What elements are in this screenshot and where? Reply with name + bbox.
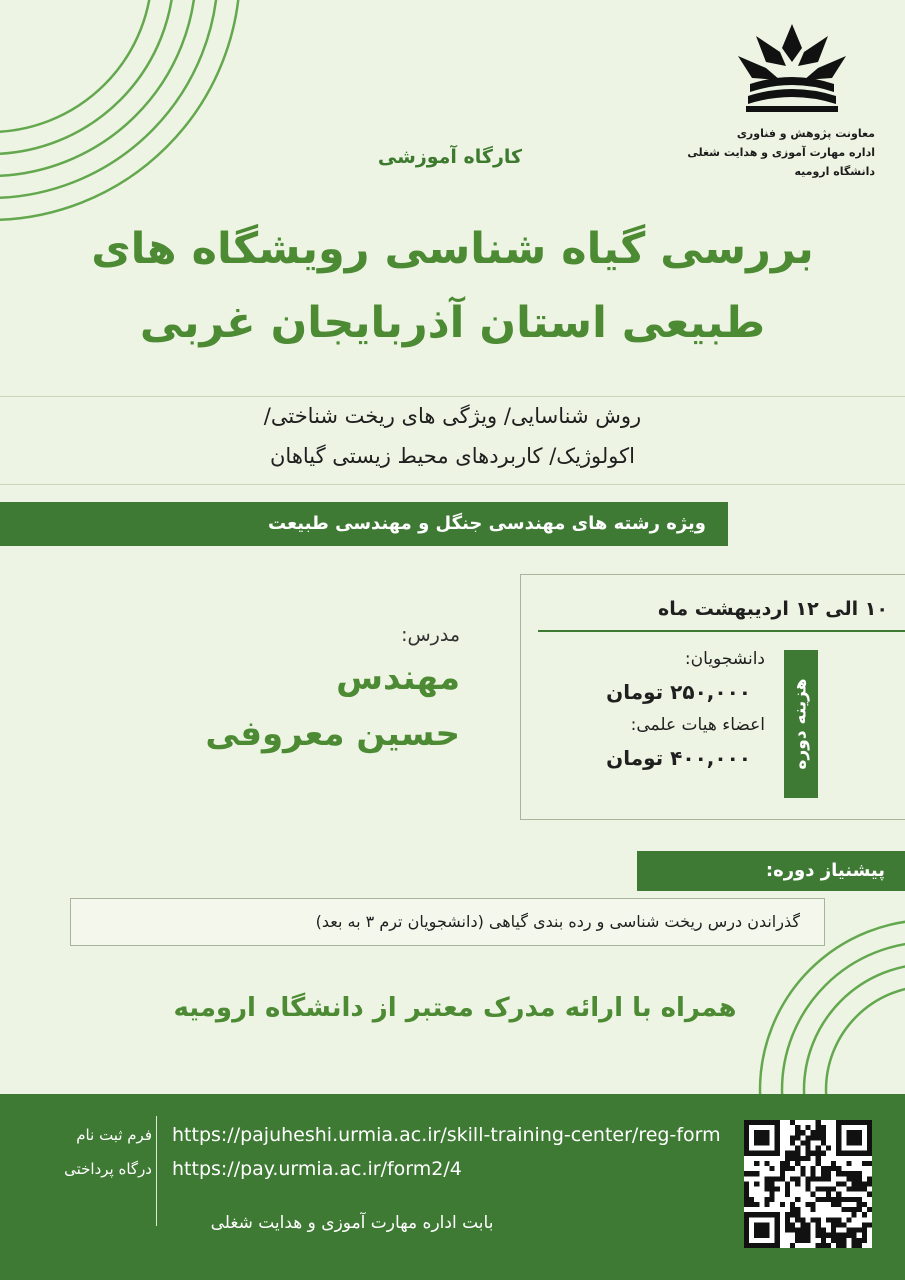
payment-link[interactable]: https://pay.urmia.ac.ir/form2/4 — [172, 1158, 462, 1180]
prerequisite-tag: پیشنیاز دوره: — [637, 851, 905, 891]
registration-form-label: فرم ثبت نام — [76, 1126, 152, 1144]
title-line-1: بررسی گیاه شناسی رویشگاه های — [91, 224, 814, 274]
institution-block — [655, 124, 875, 181]
footer-note: بابت اداره مهارت آموزی و هدایت شغلی — [210, 1213, 494, 1233]
date-underline — [538, 630, 905, 632]
course-fee-tag — [784, 650, 818, 798]
students-fee-label: دانشجویان: — [684, 649, 765, 669]
course-dates: ۱۰ الی ۱۲ اردیبهشت ماه — [658, 598, 888, 620]
footer-divider — [156, 1116, 157, 1226]
institution-line-3: دانشگاه ارومیه — [794, 165, 875, 178]
page-title — [40, 212, 865, 360]
faculty-fee-value: ۴۰۰,۰۰۰ تومان — [606, 746, 751, 770]
faculty-fee-label: اعضاء هیات علمی: — [630, 715, 765, 735]
divider-middle — [0, 484, 905, 485]
qr-code-icon[interactable] — [744, 1120, 872, 1248]
subtitle-line-1: روش شناسایی/ ویژگی های ریخت شناختی/ — [263, 404, 642, 428]
subtitle-line-2: اکولوژیک/ کاربردهای محیط زیستی گیاهان — [270, 444, 635, 468]
topics-subtitle — [60, 396, 845, 476]
instructor-name: حسین معروفی — [205, 714, 460, 754]
audience-band: ویژه رشته های مهندسی جنگل و مهندسی طبیعت — [0, 502, 728, 546]
institution-line-1: معاونت پژوهش و فناوری — [736, 127, 875, 140]
institution-line-2: اداره مهارت آموزی و هدایت شغلی — [687, 146, 875, 159]
workshop-kicker: کارگاه آموزشی — [377, 146, 523, 168]
registration-link[interactable]: https://pajuheshi.urmia.ac.ir/skill-training-center/reg-form — [172, 1124, 721, 1146]
fee-list — [560, 644, 765, 776]
instructor-title: مهندس — [336, 658, 460, 698]
prerequisite-text: گذراندن درس ریخت شناسی و رده بندی گیاهی (دانشجویان ترم ۳ به بعد) — [70, 898, 825, 946]
payment-gateway-label: درگاه پرداختی — [64, 1160, 152, 1178]
instructor-label: مدرس: — [401, 624, 460, 646]
course-fee-tag-label: هزینه دوره — [791, 678, 811, 770]
title-line-2: طبیعی استان آذربایجان غربی — [139, 298, 766, 348]
students-fee-value: ۲۵۰,۰۰۰ تومان — [606, 680, 751, 704]
certificate-note: همراه با ارائه مدرک معتبر از دانشگاه ارومیه — [173, 993, 737, 1023]
instructor-block — [120, 620, 460, 762]
university-logo — [736, 22, 848, 114]
date-fee-box — [520, 574, 905, 820]
